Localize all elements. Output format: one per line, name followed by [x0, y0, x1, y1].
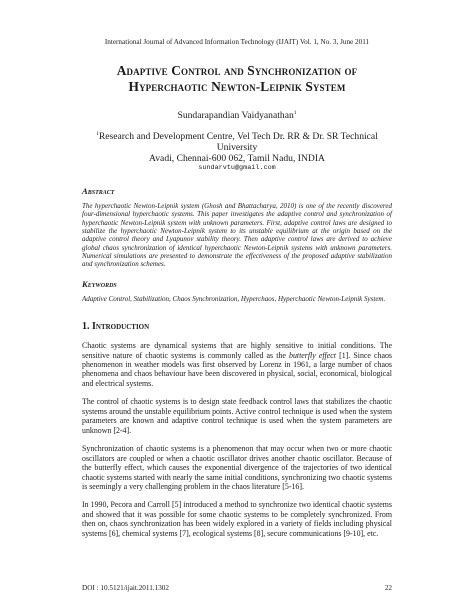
- doi[interactable]: DOI : 10.5121/ijait.2011.1302: [82, 584, 169, 592]
- section-title: Introduction: [92, 321, 150, 333]
- author-mark: 1: [293, 110, 297, 116]
- intro-paragraph-3: Synchronization of chaotic systems is a phenomenon that may occur when two or more chaotic oscillators are coupled or when a chaotic oscillator drives another chaotic oscillator. Because of the butterfly effect, which causes the exponential divergence of the trajectories of two identical chaotic systems started with nearly the same initial conditions, synchronizing two chaotic systems is seemingly a very challenging problem in the chaos literature [5-16].: [82, 444, 392, 491]
- author-name: Sundarapandian Vaidyanathan: [177, 110, 294, 121]
- intro-paragraph-2: The control of chaotic systems is to design state feedback control laws that stabilizes the chaotic systems around the unstable equilibrium points. Active control technique is used when the system parameters are known and adaptive control technique is used when the system parameters are unknown [2-4].: [82, 397, 392, 435]
- title-line-1: Adaptive Control and Synchronization of: [116, 63, 358, 78]
- paper-title: [82, 63, 392, 95]
- page-footer: [82, 584, 392, 593]
- affiliation-mark: 1: [96, 131, 99, 137]
- keywords-text: Adaptive Control, Stabilization, Chaos Synchronization, Hyperchaos, Hyperchaotic Newton-Leipnik System.: [82, 294, 386, 303]
- page-number: 22: [384, 584, 392, 592]
- author: [82, 107, 392, 122]
- abstract-text: The hyperchaotic Newton-Leipnik system (Ghosh and Bhattacharya, 2010) is one of the recently discovered four-dimensional hyperchaotic systems. This paper investigates the adaptive control and synchronization of hyperchaotic Newton-Leipnik system with unknown parameters. First, adaptive control laws are designed to stabilize the hyperchaotic Newton-Leipnik system to its unstable equilibrium at the origin based on the adaptive control theory and Lyapunov stability theory. Then adaptive control laws are derived to achieve global chaos synchronization of identical hyperchaotic Newton-Leipnik systems with unknown parameters. Numerical simulations are presented to demonstrate the effectiveness of the proposed adaptive stabilization and synchronization schemes.: [82, 202, 392, 269]
- title-line-2: Hyperchaotic Newton-Leipnik System: [128, 79, 346, 94]
- abstract-heading: Abstract: [82, 186, 115, 196]
- para1-italic-term: butterfly effect: [289, 350, 336, 360]
- intro-paragraph-1: [82, 341, 392, 388]
- intro-paragraph-4: In 1990, Pecora and Carroll [5] introduced a method to synchronize two identical chaotic systems and showed that it was possible for some chaotic systems to be completely synchronized. From then on, chaos synchronization has been widely explored in a variety of fields including physical systems [6], chemical systems [7], ecological systems [8], secure communications [9-10], etc.: [82, 500, 392, 538]
- author-email[interactable]: sundarvtu@gmail.com: [198, 164, 276, 172]
- para1-text-b: [1]. Since chaos phenomenon in weather models was first observed by Lorenz in 1961, a large number of chaos phenomena and chaos behaviour have been discovered in physical, social, economical, biological and electrical systems.: [82, 350, 392, 388]
- para1-text-a: Chaotic systems are dynamical systems that are highly sensitive to initial conditions. The sensitive nature of chaotic systems is commonly called as the: [82, 341, 392, 360]
- section-number: 1.: [82, 321, 90, 333]
- keywords-heading: Keywords: [82, 278, 117, 289]
- section-heading-introduction: [82, 321, 392, 333]
- affiliation-line-1: Research and Development Centre, Vel Tech Dr. RR & Dr. SR Technical University: [98, 131, 378, 153]
- affiliation: [82, 129, 392, 164]
- affiliation-line-2: Avadi, Chennai-600 062, Tamil Nadu, INDIA: [149, 153, 325, 164]
- journal-header: International Journal of Advanced Information Technology (IJAIT) Vol. 1, No. 3, June 2011: [104, 38, 370, 46]
